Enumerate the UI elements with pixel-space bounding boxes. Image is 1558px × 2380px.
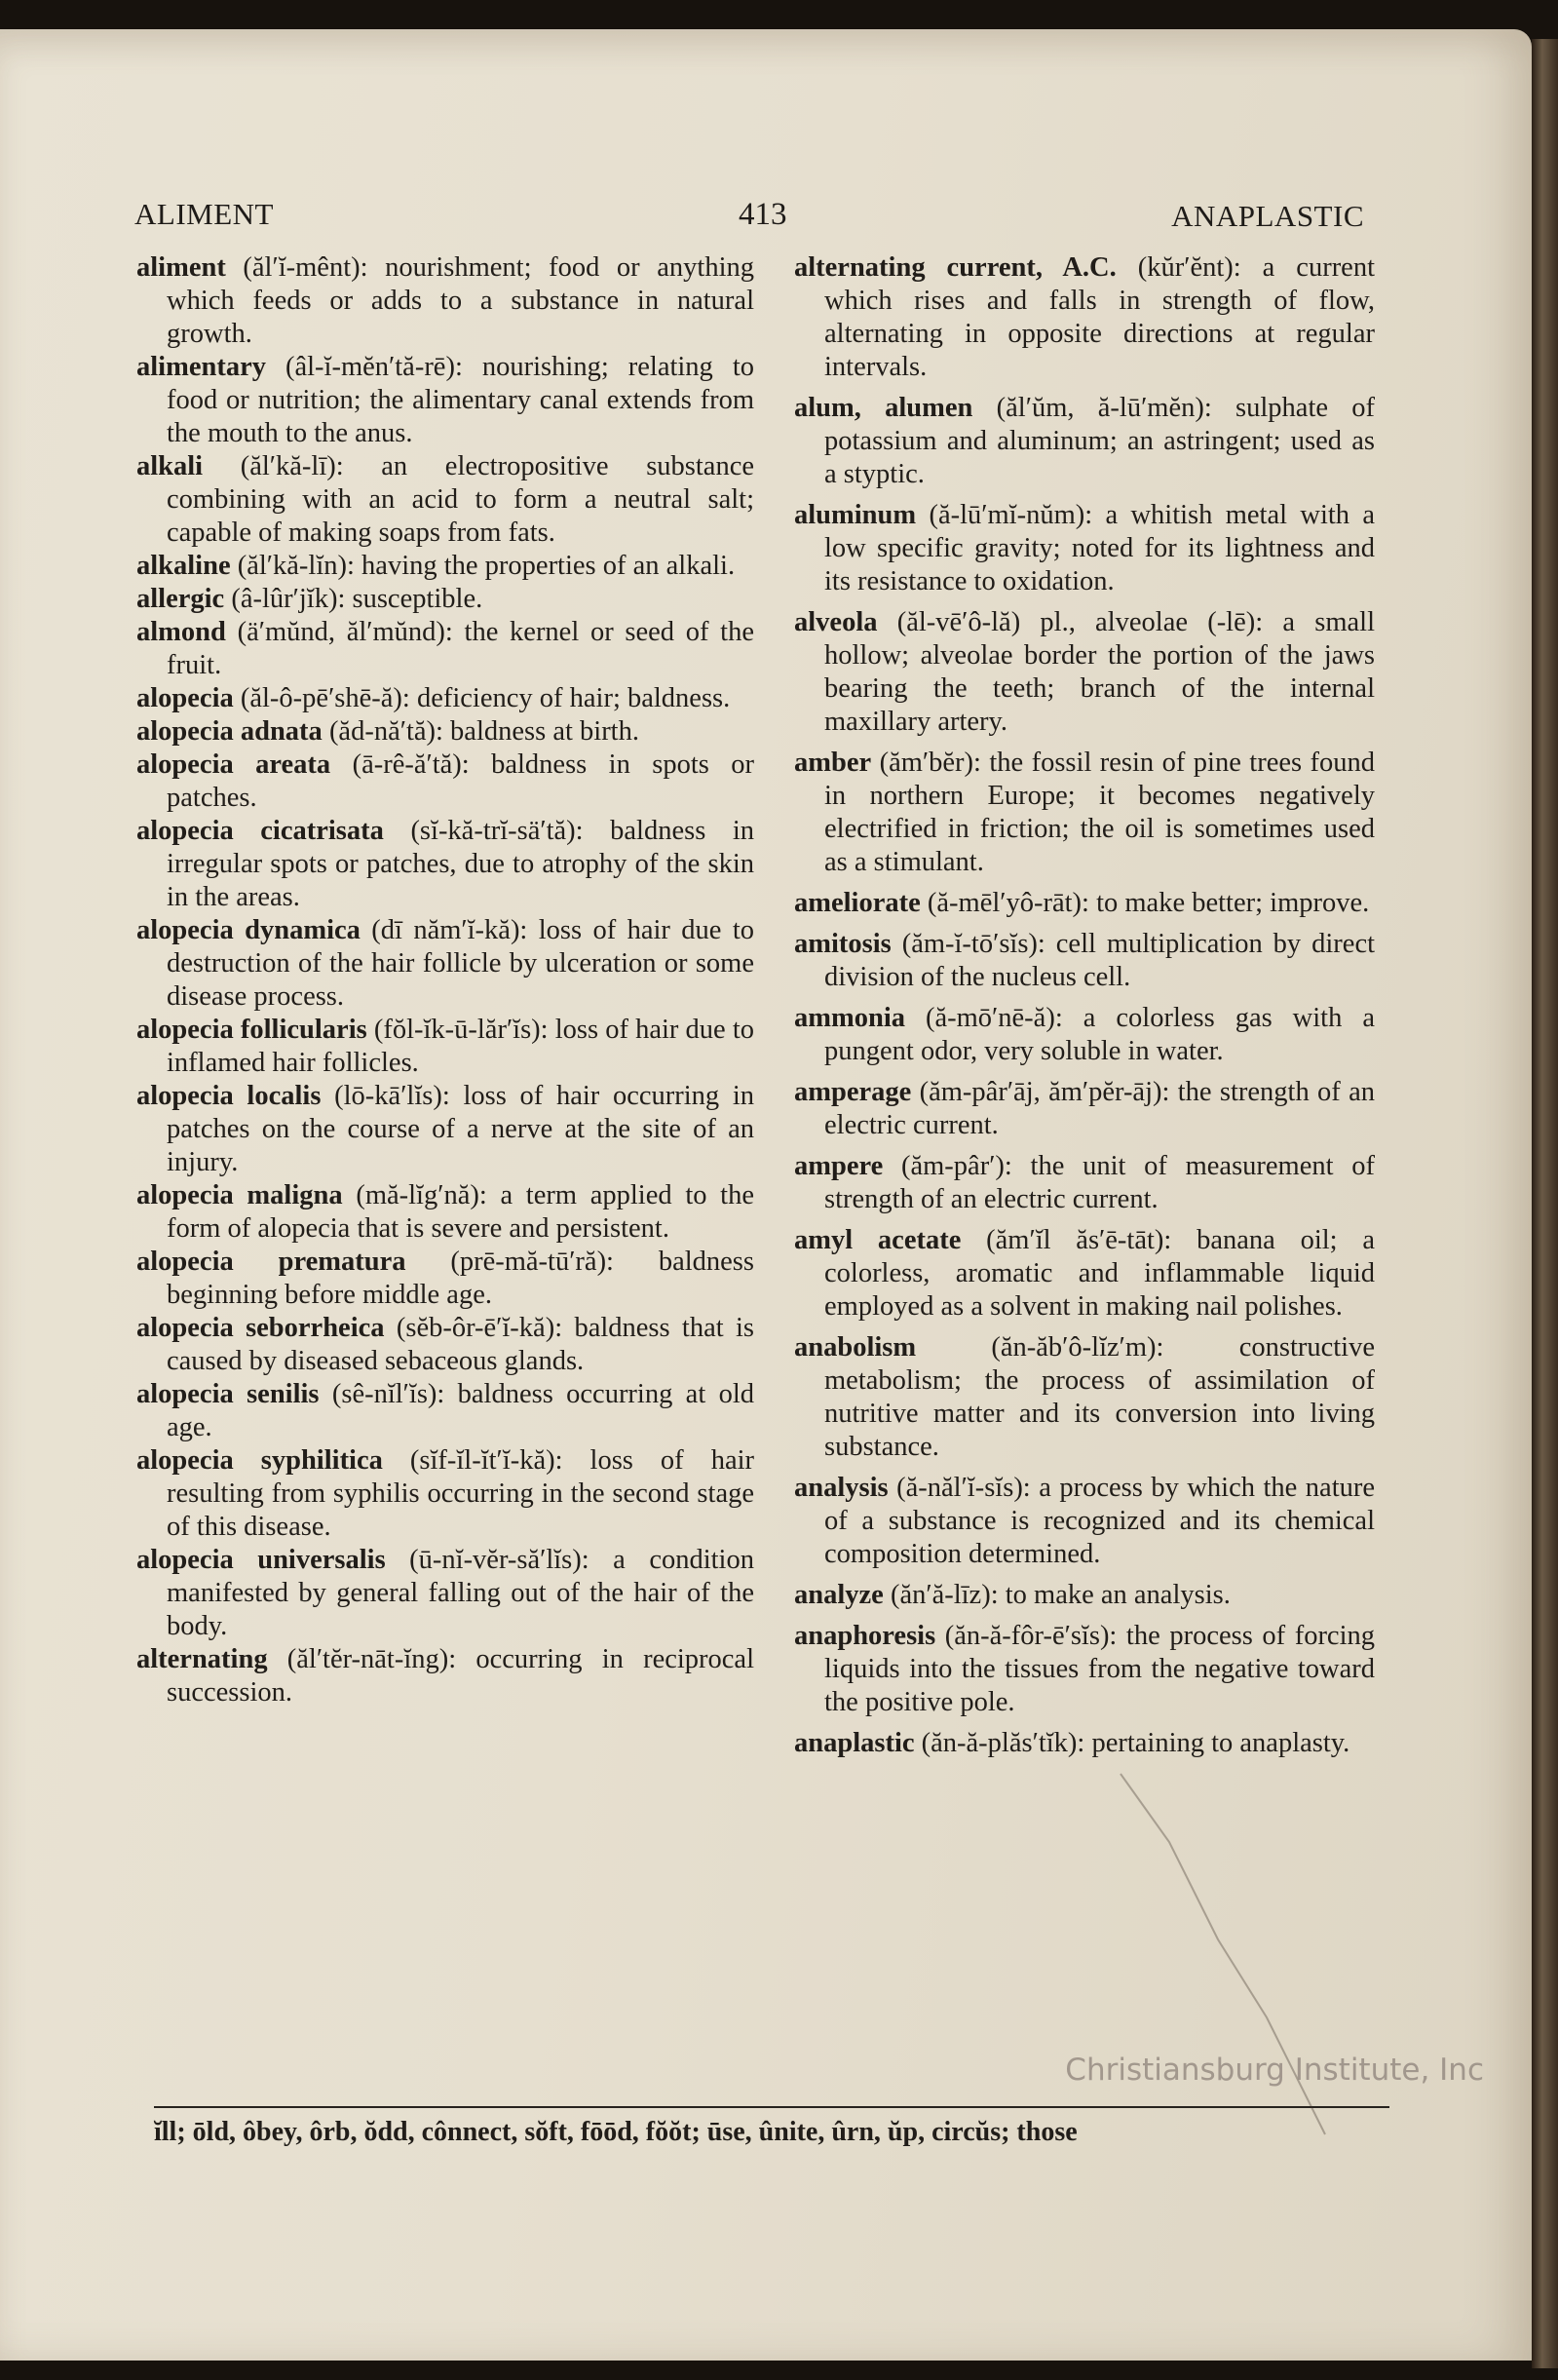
entry-term: alopecia senilis bbox=[136, 1379, 320, 1409]
entry-definition: (ăl-vē′ô-lă) pl., alveolae (-lē): a small hollow; alveolae border the portion of the jaws bearing the teeth; branch of the internal maxillary artery. bbox=[824, 607, 1375, 737]
entry-term: anaphoresis bbox=[794, 1621, 936, 1651]
dictionary-entry bbox=[136, 1080, 754, 1179]
entry-term: amyl acetate bbox=[794, 1225, 962, 1255]
entry-term: alopecia maligna bbox=[136, 1180, 343, 1210]
entry-definition: (ăm-pâr′āj, ăm′pĕr-āj): the strength of an electric current. bbox=[824, 1077, 1375, 1140]
entry-definition: (ăl′ŭm, ă-lū′mĕn): sulphate of potassium and aluminum; an astringent; used as a styptic. bbox=[824, 393, 1376, 489]
dictionary-entry bbox=[794, 392, 1375, 491]
entry-term: alopecia adnata bbox=[136, 716, 323, 747]
entry-term: almond bbox=[136, 617, 226, 647]
entry-definition: (ä′mŭnd, ăl′mŭnd): the kernel or seed of the fruit. bbox=[167, 617, 754, 680]
entry-definition: (ăl′kă-lĭn): having the properties of an alkali. bbox=[237, 551, 736, 581]
running-header bbox=[134, 197, 1364, 236]
entry-definition: (sĭf-ĭl-ĭt′ĭ-kă): loss of hair resulting from syphilis occurring in the second stage of this disease. bbox=[167, 1445, 754, 1542]
entry-term: alopecia prematura bbox=[136, 1247, 406, 1277]
entry-term: alopecia syphilitica bbox=[136, 1445, 383, 1476]
entry-definition: (ă-lū′mĭ-nŭm): a whitish metal with a low specific gravity; noted for its lightness and its resistance to oxidation. bbox=[824, 500, 1376, 596]
entry-definition: (ăm-pâr′): the unit of measurement of strength of an electric current. bbox=[824, 1151, 1375, 1214]
entry-term: alopecia dynamica bbox=[136, 915, 361, 945]
entry-definition: (ăn-ă-plăs′tĭk): pertaining to anaplasty. bbox=[921, 1728, 1350, 1758]
entry-term: ammonia bbox=[794, 1003, 905, 1033]
dictionary-entry bbox=[136, 550, 754, 583]
entry-term: alopecia cicatrisata bbox=[136, 816, 384, 846]
entry-term: anaplastic bbox=[794, 1728, 915, 1758]
dictionary-entry bbox=[136, 251, 754, 351]
dictionary-entry bbox=[794, 1620, 1375, 1719]
entry-term: amber bbox=[794, 748, 872, 778]
entry-definition: (prē-mă-tū′ră): baldness beginning before middle age. bbox=[167, 1247, 754, 1310]
entry-definition: (ăd-nă′tă): baldness at birth. bbox=[328, 716, 639, 747]
dictionary-entry bbox=[136, 1444, 754, 1544]
left-column bbox=[136, 251, 754, 1709]
dictionary-entry bbox=[136, 715, 754, 749]
entry-term: ameliorate bbox=[794, 888, 921, 918]
dictionary-entry bbox=[794, 1150, 1375, 1216]
entry-term: allergic bbox=[136, 584, 225, 614]
entry-definition: (ă-năl′ĭ-sĭs): a process by which the nature of a substance is recognized and its chemical composition determined. bbox=[824, 1473, 1375, 1569]
entry-definition: (lō-kā′lĭs): loss of hair occurring in patches on the course of a nerve at the site of an injury. bbox=[167, 1081, 755, 1177]
entry-definition: (ăn′ă-līz): to make an analysis. bbox=[890, 1580, 1231, 1610]
entry-term: alopecia bbox=[136, 683, 234, 713]
entry-definition: (ăl′tĕr-nāt-ĭng): occurring in reciprocal succession. bbox=[167, 1644, 754, 1708]
entry-definition: (ăn-ă-fôr-ē′sĭs): the process of forcing liquids into the tissues from the negative toward the positive pole. bbox=[824, 1621, 1376, 1717]
dictionary-entry bbox=[794, 887, 1375, 920]
page-number: 413 bbox=[739, 197, 787, 232]
dictionary-entry bbox=[136, 749, 754, 815]
entry-term: alopecia follicularis bbox=[136, 1015, 367, 1045]
dictionary-entry bbox=[136, 682, 754, 715]
guide-word-left: ALIMENT bbox=[134, 197, 274, 231]
entry-definition: (ā-rê-ă′tă): baldness in spots or patches. bbox=[167, 749, 754, 813]
entry-definition: (ū-nĭ-vĕr-să′lĭs): a condition manifested by general falling out of the hair of the body. bbox=[167, 1545, 754, 1641]
entry-term: alopecia localis bbox=[136, 1081, 322, 1111]
book-page bbox=[0, 29, 1532, 2361]
dictionary-entry bbox=[136, 815, 754, 914]
entry-definition: (ăm-ĭ-tō′sĭs): cell multiplication by direct division of the nucleus cell. bbox=[824, 929, 1376, 992]
entry-definition: (ă-mēl′yô-rāt): to make better; improve. bbox=[927, 888, 1370, 918]
entry-term: analysis bbox=[794, 1473, 889, 1503]
entry-definition: (âl-ĭ-mĕn′tă-rē): nourishing; relating to food or nutrition; the alimentary canal extends from the mouth to the anus. bbox=[167, 352, 754, 448]
entry-term: analyze bbox=[794, 1580, 884, 1610]
dictionary-entry bbox=[794, 928, 1375, 994]
dictionary-entry bbox=[794, 1472, 1375, 1571]
entry-definition: (ă-mō′nē-ă): a colorless gas with a pungent odor, very soluble in water. bbox=[824, 1003, 1375, 1066]
dictionary-entry bbox=[136, 1643, 754, 1709]
entry-definition: (ăm′bĕr): the fossil resin of pine trees found in northern Europe; it becomes negatively electrified in friction; the oil is sometimes used as a stimulant. bbox=[824, 748, 1376, 877]
dictionary-entry bbox=[794, 1224, 1375, 1324]
entry-definition: (ăm′ĭl ăs′ē-tāt): banana oil; a colorless, aromatic and inflammable liquid employed as a solvent in making nail polishes. bbox=[824, 1225, 1376, 1322]
entry-definition: (â-lûr′jĭk): susceptible. bbox=[231, 584, 483, 614]
entry-term: alopecia universalis bbox=[136, 1545, 386, 1575]
entry-term: aliment bbox=[136, 252, 226, 283]
pronunciation-key: ĭll; ōld, ôbey, ôrb, ŏdd, cônnect, sŏft, fōōd, fŏŏt; ūse, ûnite, ûrn, ŭp, circŭs; those bbox=[154, 2117, 1078, 2147]
entry-definition: (dī năm′ĭ-kă): loss of hair due to destruction of the hair follicle by ulceration or some disease process. bbox=[167, 915, 754, 1012]
dictionary-entry bbox=[794, 606, 1375, 739]
entry-term: anabolism bbox=[794, 1332, 917, 1363]
entry-term: aluminum bbox=[794, 500, 917, 530]
pencil-stroke bbox=[1111, 1764, 1354, 2154]
entry-term: alkaline bbox=[136, 551, 231, 581]
entry-definition: (ăl′ĭ-mênt): nourishment; food or anything which feeds or adds to a substance in natural growth. bbox=[167, 252, 755, 349]
dictionary-entry bbox=[136, 1544, 754, 1643]
right-column bbox=[794, 251, 1375, 1768]
entry-term: alimentary bbox=[136, 352, 266, 382]
guide-word-right: ANAPLASTIC bbox=[1171, 199, 1364, 233]
entry-term: alkali bbox=[136, 451, 204, 481]
dictionary-entry bbox=[136, 450, 754, 550]
entry-term: alum, alumen bbox=[794, 393, 973, 423]
dictionary-entry bbox=[136, 583, 754, 616]
entry-definition: (kŭr′ĕnt): a current which rises and falls in strength of flow, alternating in opposite directions at regular intervals. bbox=[824, 252, 1375, 382]
entry-definition: (sĕb-ôr-ē′ĭ-kă): baldness that is caused by diseased sebaceous glands. bbox=[167, 1313, 754, 1376]
entry-term: ampere bbox=[794, 1151, 884, 1181]
dictionary-entry bbox=[794, 251, 1375, 384]
entry-term: alveola bbox=[794, 607, 878, 637]
watermark: Christiansburg Institute, Inc bbox=[1065, 2053, 1484, 2088]
entry-definition: (ăl′kă-lī): an electropositive substance combining with an acid to form a neutral salt; capable of making soaps from fats. bbox=[167, 451, 754, 548]
dictionary-entry bbox=[794, 1579, 1375, 1612]
entry-term: amperage bbox=[794, 1077, 912, 1107]
dictionary-entry bbox=[794, 499, 1375, 598]
dictionary-entry bbox=[136, 1378, 754, 1444]
entry-definition: (mă-lĭg′nă): a term applied to the form of alopecia that is severe and persistent. bbox=[167, 1180, 754, 1244]
entry-term: alternating current, A.C. bbox=[794, 252, 1117, 283]
entry-term: amitosis bbox=[794, 929, 892, 959]
dictionary-entry bbox=[136, 1179, 754, 1246]
dictionary-entry bbox=[794, 747, 1375, 879]
dictionary-entry bbox=[136, 914, 754, 1014]
entry-definition: (sê-nĭl′ĭs): baldness occurring at old age. bbox=[167, 1379, 754, 1442]
entry-term: alternating bbox=[136, 1644, 268, 1674]
entry-definition: (fŏl-ĭk-ū-lăr′ĭs): loss of hair due to inflamed hair follicles. bbox=[167, 1015, 755, 1078]
footer-rule bbox=[154, 2106, 1389, 2108]
entry-definition: (ăl-ô-pē′shē-ă): deficiency of hair; baldness. bbox=[240, 683, 731, 713]
entry-definition: (ăn-ăb′ô-lĭz′m): constructive metabolism; the process of assimilation of nutritive matter and its conversion into living substance. bbox=[824, 1332, 1375, 1462]
dictionary-entry bbox=[136, 351, 754, 450]
dictionary-entry bbox=[794, 1727, 1375, 1760]
entry-term: alopecia areata bbox=[136, 749, 331, 780]
entry-term: alopecia seborrheica bbox=[136, 1313, 385, 1343]
dictionary-entry bbox=[136, 616, 754, 682]
dictionary-entry bbox=[794, 1002, 1375, 1068]
dictionary-entry bbox=[794, 1076, 1375, 1142]
page-edge bbox=[1532, 39, 1558, 2368]
dictionary-entry bbox=[136, 1312, 754, 1378]
dictionary-entry bbox=[136, 1014, 754, 1080]
dictionary-entry bbox=[794, 1331, 1375, 1464]
dictionary-entry bbox=[136, 1246, 754, 1312]
entry-definition: (sĭ-kă-trĭ-sä′tă): baldness in irregular spots or patches, due to atrophy of the skin in the areas. bbox=[167, 816, 754, 912]
